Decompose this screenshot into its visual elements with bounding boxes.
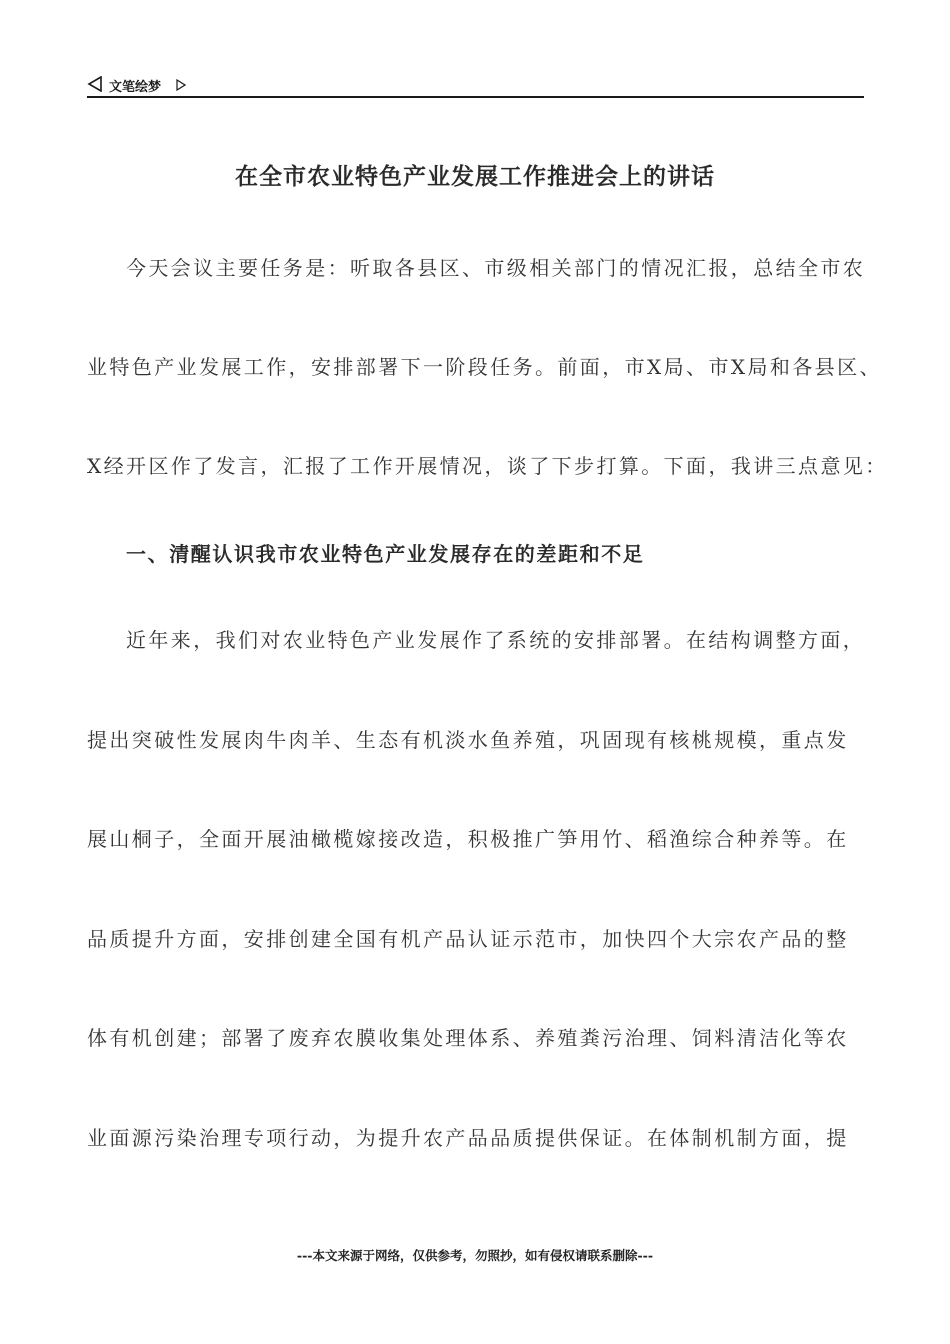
page-header: [87, 72, 864, 98]
header-title: 文笔绘梦: [109, 80, 162, 95]
paragraph-line: 提出突破性发展肉牛肉羊、生态有机淡水鱼养殖，巩固现有核桃规模，重点发: [87, 728, 849, 752]
paragraph-line: 近年来，我们对农业特色产业发展作了系统的安排部署。在结构调整方面，: [126, 628, 866, 652]
paragraph-line: 业特色产业发展工作，安排部署下一阶段任务。前面，市X局、市X局和各县区、: [87, 355, 882, 379]
paragraph-line: 今天会议主要任务是：听取各县区、市级相关部门的情况汇报，总结全市农: [126, 256, 866, 280]
section-heading: 一、清醒认识我市农业特色产业发展存在的差距和不足: [126, 542, 645, 566]
left-triangle-icon: [87, 76, 103, 92]
paragraph-line: 品质提升方面，安排创建全国有机产品认证示范市，加快四个大宗农产品的整: [87, 927, 849, 951]
paragraph-line: X经开区作了发言，汇报了工作开展情况，谈了下步打算。下面，我讲三点意见：: [87, 454, 888, 478]
footer-disclaimer: ---本文来源于网络，仅供参考，勿照抄，如有侵权请联系删除---: [296, 1248, 654, 1263]
paragraph-line: 业面源污染治理专项行动，为提升农产品品质提供保证。在体制机制方面，提: [87, 1126, 849, 1150]
right-triangle-icon: [176, 76, 186, 88]
document-title: 在全市农业特色产业发展工作推进会上的讲话: [235, 164, 715, 190]
paragraph-line: 展山桐子，全面开展油橄榄嫁接改造，积极推广笋用竹、稻渔综合种养等。在: [87, 827, 849, 851]
paragraph-line: 体有机创建；部署了废弃农膜收集处理体系、养殖粪污治理、饲料清洁化等农: [87, 1026, 849, 1050]
